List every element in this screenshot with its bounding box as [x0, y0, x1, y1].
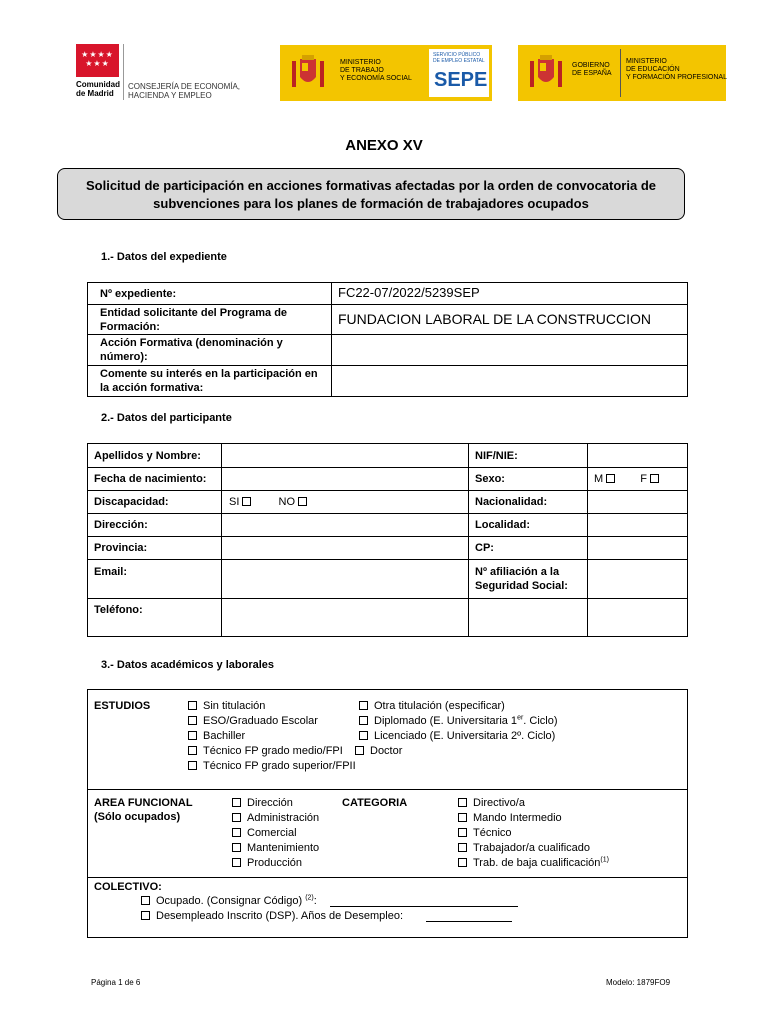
participante-table: Apellidos y Nombre: NIF/NIE: Fecha de nacimiento: Sexo: M F Discapacidad: SI NO Nacionalidad: Dirección: Localidad: Provincia: CP: Email: Nº afiliación a la Seguridad Social: Teléfono: — [87, 443, 688, 637]
sin-titulacion-checkbox[interactable] — [188, 701, 197, 710]
model-code: Modelo: 1879FO9 — [606, 978, 671, 987]
discapacidad-no-checkbox[interactable] — [298, 497, 307, 506]
sexo-f-checkbox[interactable] — [650, 474, 659, 483]
codigo-input-line[interactable] — [330, 906, 518, 907]
discapacidad-si-checkbox[interactable] — [242, 497, 251, 506]
ministerio-trabajo-sepe-logo: MINISTERIO DE TRABAJO Y ECONOMÍA SOCIAL SERVICIO PÚBLICO DE EMPLEO ESTATAL SEPE — [280, 45, 492, 101]
academicos-table: ESTUDIOS Sin titulación ESO/Graduado Escolar Bachiller Técnico FP grado medio/FPI Técnico FP grado superior/FPII Otra titulación (especificar) Diplomado (E. Universitaria 1er. Ciclo) Licenciado (E. Universitaria 2º. Ciclo) Doctor AREA FUNCIONAL (Sólo ocupados) Dirección Administración Comercial Mantenimiento Producción CATEGORIA Directivo/a Mando Intermedio Técnico Trabajador/a cualificado Trab. de baja cualificación$^{(1)}$ COLECTIVO: Ocupado. (Consignar Código) $^{(2)}$: Desempleado Inscrito (DSP). Años de Desempleo: — [87, 689, 688, 938]
interes-field[interactable] — [332, 366, 686, 396]
area-administracion-checkbox[interactable] — [232, 813, 241, 822]
section-1-title: 1.- Datos del expediente — [101, 251, 227, 263]
eso-checkbox[interactable] — [188, 716, 197, 725]
area-mantenimiento-checkbox[interactable] — [232, 843, 241, 852]
doctor-checkbox[interactable] — [355, 746, 364, 755]
gobierno-educacion-logo: GOBIERNO DE ESPAÑA MINISTERIO DE EDUCACIÓN Y FORMACIÓN PROFESIONAL — [518, 45, 726, 101]
page-number: Página 1 de 6 — [91, 978, 141, 987]
bachiller-checkbox[interactable] — [188, 731, 197, 740]
form-banner: Solicitud de participación en acciones formativas afectadas por la orden de convocatoria de subvenciones para los planes de formación de trabajadores ocupados — [57, 168, 685, 220]
cat-mando-checkbox[interactable] — [458, 813, 467, 822]
fp-medio-checkbox[interactable] — [188, 746, 197, 755]
sexo-m-checkbox[interactable] — [606, 474, 615, 483]
coat-of-arms-icon — [288, 53, 328, 93]
fp-superior-checkbox[interactable] — [188, 761, 197, 770]
comunidad-madrid-logo: ★★★★ ★★★ Comunidad de Madrid CONSEJERÍA DE ECONOMÍA, HACIENDA Y EMPLEO — [76, 44, 262, 102]
area-produccion-checkbox[interactable] — [232, 858, 241, 867]
ocupado-checkbox[interactable] — [141, 896, 150, 905]
area-comercial-checkbox[interactable] — [232, 828, 241, 837]
expediente-number-field[interactable]: FC22-07/2022/5239SEP — [338, 285, 480, 300]
otra-titulacion-checkbox[interactable] — [359, 701, 368, 710]
anios-desempleo-input-line[interactable] — [426, 921, 512, 922]
cat-tecnico-checkbox[interactable] — [458, 828, 467, 837]
desempleado-checkbox[interactable] — [141, 911, 150, 920]
area-direccion-checkbox[interactable] — [232, 798, 241, 807]
section-3-title: 3.- Datos académicos y laborales — [101, 659, 275, 671]
cat-baja-checkbox[interactable] — [458, 858, 467, 867]
section-2-title: 2.- Datos del participante — [101, 412, 232, 424]
madrid-flag-icon: ★★★★ ★★★ — [76, 44, 119, 77]
licenciado-checkbox[interactable] — [359, 731, 368, 740]
coat-of-arms-icon — [526, 53, 566, 93]
accion-formativa-field[interactable] — [332, 335, 686, 365]
cat-directivo-checkbox[interactable] — [458, 798, 467, 807]
entidad-field[interactable]: FUNDACION LABORAL DE LA CONSTRUCCION — [338, 311, 651, 327]
annex-title: ANEXO XV — [345, 137, 423, 154]
diplomado-checkbox[interactable] — [359, 716, 368, 725]
expediente-table: Nº expediente: FC22-07/2022/5239SEP Entidad solicitante del Programa de Formación: FUNDACION LABORAL DE LA CONSTRUCCION Acción Formativa (denominación y número): Comente su interés en la participación en la acción formativa: — [87, 282, 688, 397]
cat-cualificado-checkbox[interactable] — [458, 843, 467, 852]
